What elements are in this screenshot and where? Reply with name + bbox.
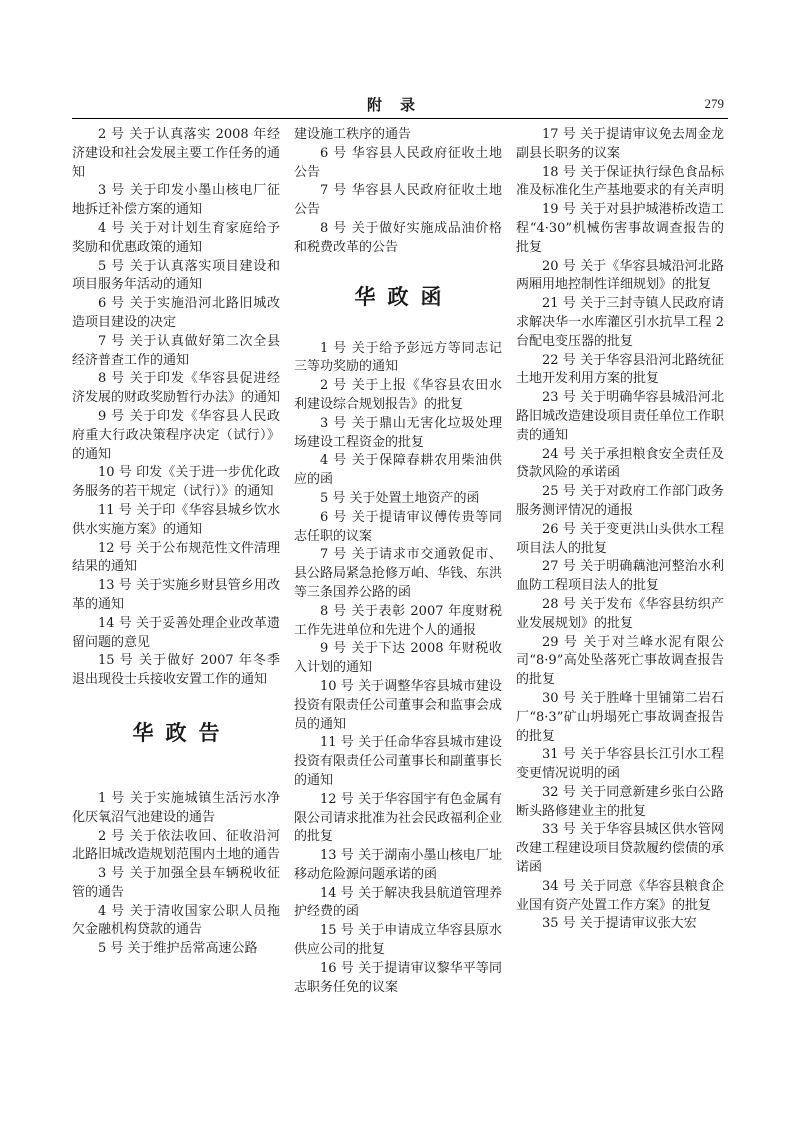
list-item: 7 号 华容县人民政府征收土地公告 xyxy=(294,183,502,218)
list-item: 2 号 关于认真落实 2008 年经济建设和社会发展主要工作任务的通知 xyxy=(72,127,281,180)
list-item: 17 号 关于提请审议免去周金龙副县长职务的议案 xyxy=(516,127,724,161)
list-item: 25 号 关于对政府工作部门政务服务测评情况的通报 xyxy=(516,484,724,518)
list-item: 6 号 关于提请审议傅传贵等同志任职的议案 xyxy=(294,509,502,544)
list-item: 35 号 关于提请审议张大宏 xyxy=(542,916,697,932)
list-item: 15 号 关于申请成立华容县原水供应公司的批复 xyxy=(294,923,502,958)
list-item: 5 号 关于认真落实项目建设和项目服务年活动的通知 xyxy=(72,258,280,293)
list-item: 30 号 关于胜峰十里铺第二岩石厂“8·3”矿山坍塌死亡事故调查报告的批复 xyxy=(516,690,724,744)
list-item: 32 号 关于同意新建乡张白公路断头路修建业主的批复 xyxy=(516,784,724,819)
announcement-list-continued xyxy=(294,126,502,258)
list-item: 8 号 关于印发《华容县促进经济发展的财政奖励暂行办法》的通知 xyxy=(72,371,281,406)
list-item: 3 号 关于加强全县车辆税收征管的通告 xyxy=(72,866,280,900)
announcement-list xyxy=(72,790,280,959)
list-item: 1 号 关于实施城镇生活污水净化厌氧沼气池建设的通告 xyxy=(72,790,280,825)
list-item: 16 号 关于提请审议黎华平等同志职务任免的议案 xyxy=(294,960,502,995)
letter-list-continued xyxy=(516,126,724,934)
list-item: 11 号 关于任命华容县城市建设投资有限责任公司董事长和副董事长的通知 xyxy=(294,735,503,788)
list-item: 28 号 关于发布《华容县纺织产业发展规划》的批复 xyxy=(516,596,724,631)
list-item: 4 号 关于对计划生育家庭给予奖励和优惠政策的通知 xyxy=(72,220,280,255)
list-item: 3 号 关于印发小墨山核电厂征地拆迁补偿方案的通知 xyxy=(72,183,280,218)
list-item: 2 号 关于上报《华容县农田水利建设综合规划报告》的批复 xyxy=(294,378,502,412)
letter-list xyxy=(294,340,502,998)
list-item: 4 号 关于清收国家公职人员拖欠金融机构贷款的通告 xyxy=(72,903,280,938)
header-title: 附录 xyxy=(366,96,433,114)
list-item: 1 号 关于给予彭远方等同志记三等功奖励的通知 xyxy=(294,340,502,375)
list-item: 10 号 关于调整华容县城市建设投资有限责任公司董事会和监事会成员的通知 xyxy=(294,678,503,732)
list-item: 6 号 华容县人民政府征收土地公告 xyxy=(294,145,502,180)
list-item: 23 号 关于明确华容县城沿河北路旧城改造建设项目责任单位工作职责的通知 xyxy=(516,390,725,443)
column-right xyxy=(516,126,724,934)
list-item: 8 号 关于做好实施成品油价格和税费改革的公告 xyxy=(294,220,502,255)
page-number: 279 xyxy=(704,96,724,111)
list-item: 7 号 关于请求市交通敦促市、县公路局紧急抢修万岶、华钱、东洪等三条国养公路的函 xyxy=(294,547,503,600)
list-item: 14 号 关于妥善处理企业改革遗留问题的意见 xyxy=(72,615,280,650)
list-item: 5 号 关于处置土地资产的函 xyxy=(320,490,480,506)
list-item: 26 号 关于变更洪山头供水工程项目法人的批复 xyxy=(516,521,724,556)
gov-notice-list xyxy=(72,126,280,690)
list-item: 10 号 印发《关于进一步优化政务服务的若干规定（试行）》的通知 xyxy=(72,465,280,500)
list-item: 13 号 关于湖南小墨山核电厂址移动危险源问题承诺的函 xyxy=(294,848,502,882)
list-item: 建设施工秩序的通告 xyxy=(294,127,412,142)
list-item: 19 号 关于对县护城港桥改造工程“4·30”机械伤害事故调查报告的批复 xyxy=(516,202,724,255)
list-item: 2 号 关于依法收回、征收沿河北路旧城改造规划范围内土地的通告 xyxy=(72,828,281,863)
section-heading-letters: 华政函 xyxy=(354,283,454,309)
list-item: 12 号 关于公布规范性文件清理结果的通知 xyxy=(72,540,280,575)
list-item: 4 号 关于保障春耕农用柴油供应的函 xyxy=(294,453,502,488)
section-heading-announcements: 华政告 xyxy=(132,719,232,745)
list-item: 33 号 关于华容县城区供水管网改建工程建设项目贷款履约偿债的承诺函 xyxy=(516,822,725,876)
list-item: 24 号 关于承担粮食安全责任及贷款风险的承诺函 xyxy=(516,446,724,481)
page-header xyxy=(72,94,728,119)
list-item: 9 号 关于下达 2008 年财税收入计划的通知 xyxy=(294,641,502,676)
list-item: 29 号 关于对兰峰水泥有限公司“8·9”高处坠落死亡事故调查报告的批复 xyxy=(516,634,724,688)
column-left xyxy=(72,126,280,959)
list-item: 8 号 关于表彰 2007 年度财税工作先进单位和先进个人的通报 xyxy=(294,603,502,638)
list-item: 12 号 关于华容国宇有色金属有限公司请求批准为社会民政福利企业的批复 xyxy=(294,791,503,845)
list-item: 14 号 关于解决我县航道管理养护经费的函 xyxy=(294,885,502,920)
list-item: 13 号 关于实施乡财县管乡用改革的通知 xyxy=(72,578,280,612)
list-item: 18 号 关于保证执行绿色食品标准及标准化生产基地要求的有关声明 xyxy=(516,164,725,199)
list-item: 20 号 关于《华容县城沿河北路两厢用地控制性详细规划》的批复 xyxy=(516,258,724,293)
list-item: 5 号 关于维护岳常高速公路 xyxy=(98,941,258,957)
list-item: 15 号 关于做好 2007 年冬季退出现役士兵接收安置工作的通知 xyxy=(72,653,280,688)
list-item: 22 号 关于华容县沿河北路统征土地开发利用方案的批复 xyxy=(516,352,724,387)
list-item: 3 号 关于鼎山无害化垃圾处理场建设工程资金的批复 xyxy=(294,415,502,450)
list-item: 9 号 关于印发《华容县人民政府重大行政决策程序决定（试行）》的通知 xyxy=(72,408,280,462)
list-item: 6 号 关于实施沿河北路旧城改造项目建设的决定 xyxy=(72,296,280,330)
list-item: 31 号 关于华容县长江引水工程变更情况说明的函 xyxy=(516,747,724,782)
list-item: 21 号 关于三封寺镇人民政府请求解决华一水库灌区引水抗旱工程 2 台配电变压器的批复 xyxy=(516,296,724,349)
column-middle xyxy=(294,126,502,997)
list-item: 27 号 关于明确藕池河整治水利血防工程项目法人的批复 xyxy=(516,559,724,594)
list-item: 34 号 关于同意《华容县粮食企业国有资产处置工作方案》的批复 xyxy=(516,878,724,913)
list-item: 11 号 关于印《华容县城乡饮水供水实施方案》的通知 xyxy=(72,502,280,537)
list-item: 7 号 关于认真做好第二次全县经济普查工作的通知 xyxy=(72,333,280,368)
